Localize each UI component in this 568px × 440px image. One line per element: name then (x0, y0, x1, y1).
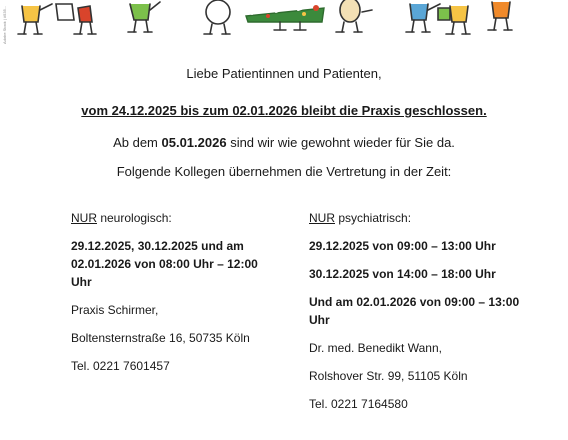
substitutes-intro: Folgende Kollegen übernehmen die Vertretung in der Zeit: (116, 164, 452, 179)
nur-label: NUR (309, 211, 335, 225)
psychiatry-heading (309, 209, 529, 227)
psychiatry-phone: Tel. 0221 7164580 (309, 397, 408, 411)
neurology-dates: 29.12.2025, 30.12.2025 und am 02.01.2026 von 08:00 Uhr – 12:00 Uhr (71, 239, 258, 289)
psychiatry-doctor: Dr. med. Benedikt Wann, (309, 341, 442, 355)
greeting: Liebe Patientinnen und Patienten, (186, 66, 382, 81)
stock-watermark: Adobe Stock | #535... (2, 5, 7, 44)
nur-label: NUR (71, 211, 97, 225)
cartoon-figures-illustration (0, 0, 568, 48)
psychiatry-column (309, 209, 529, 423)
reopen-date: 05.01.2026 (161, 135, 227, 150)
psychiatry-address: Rolshover Str. 99, 51105 Köln (309, 369, 468, 383)
neurology-practice: Praxis Schirmer, (71, 303, 159, 317)
neurology-heading-text: neurologisch: (97, 211, 172, 225)
psychiatry-heading-text: psychiatrisch: (335, 211, 412, 225)
psychiatry-date-1: 29.12.2025 von 09:00 – 13:00 Uhr (309, 239, 496, 253)
reopen-suffix: sind wir wie gewohnt wieder für Sie da. (226, 135, 455, 150)
neurology-heading (71, 209, 281, 227)
closure-notice: vom 24.12.2025 bis zum 02.01.2026 bleibt die Praxis geschlossen. (81, 103, 487, 118)
header-illustration (0, 0, 568, 48)
neurology-address: Boltensternstraße 16, 50735 Köln (71, 331, 250, 345)
reopen-prefix: Ab dem (113, 135, 162, 150)
neurology-column (71, 209, 281, 385)
psychiatry-date-3: Und am 02.01.2026 von 09:00 – 13:00 Uhr (309, 295, 520, 327)
reopen-notice (0, 135, 568, 150)
psychiatry-date-2: 30.12.2025 von 14:00 – 18:00 Uhr (309, 267, 496, 281)
neurology-phone: Tel. 0221 7601457 (71, 359, 170, 373)
